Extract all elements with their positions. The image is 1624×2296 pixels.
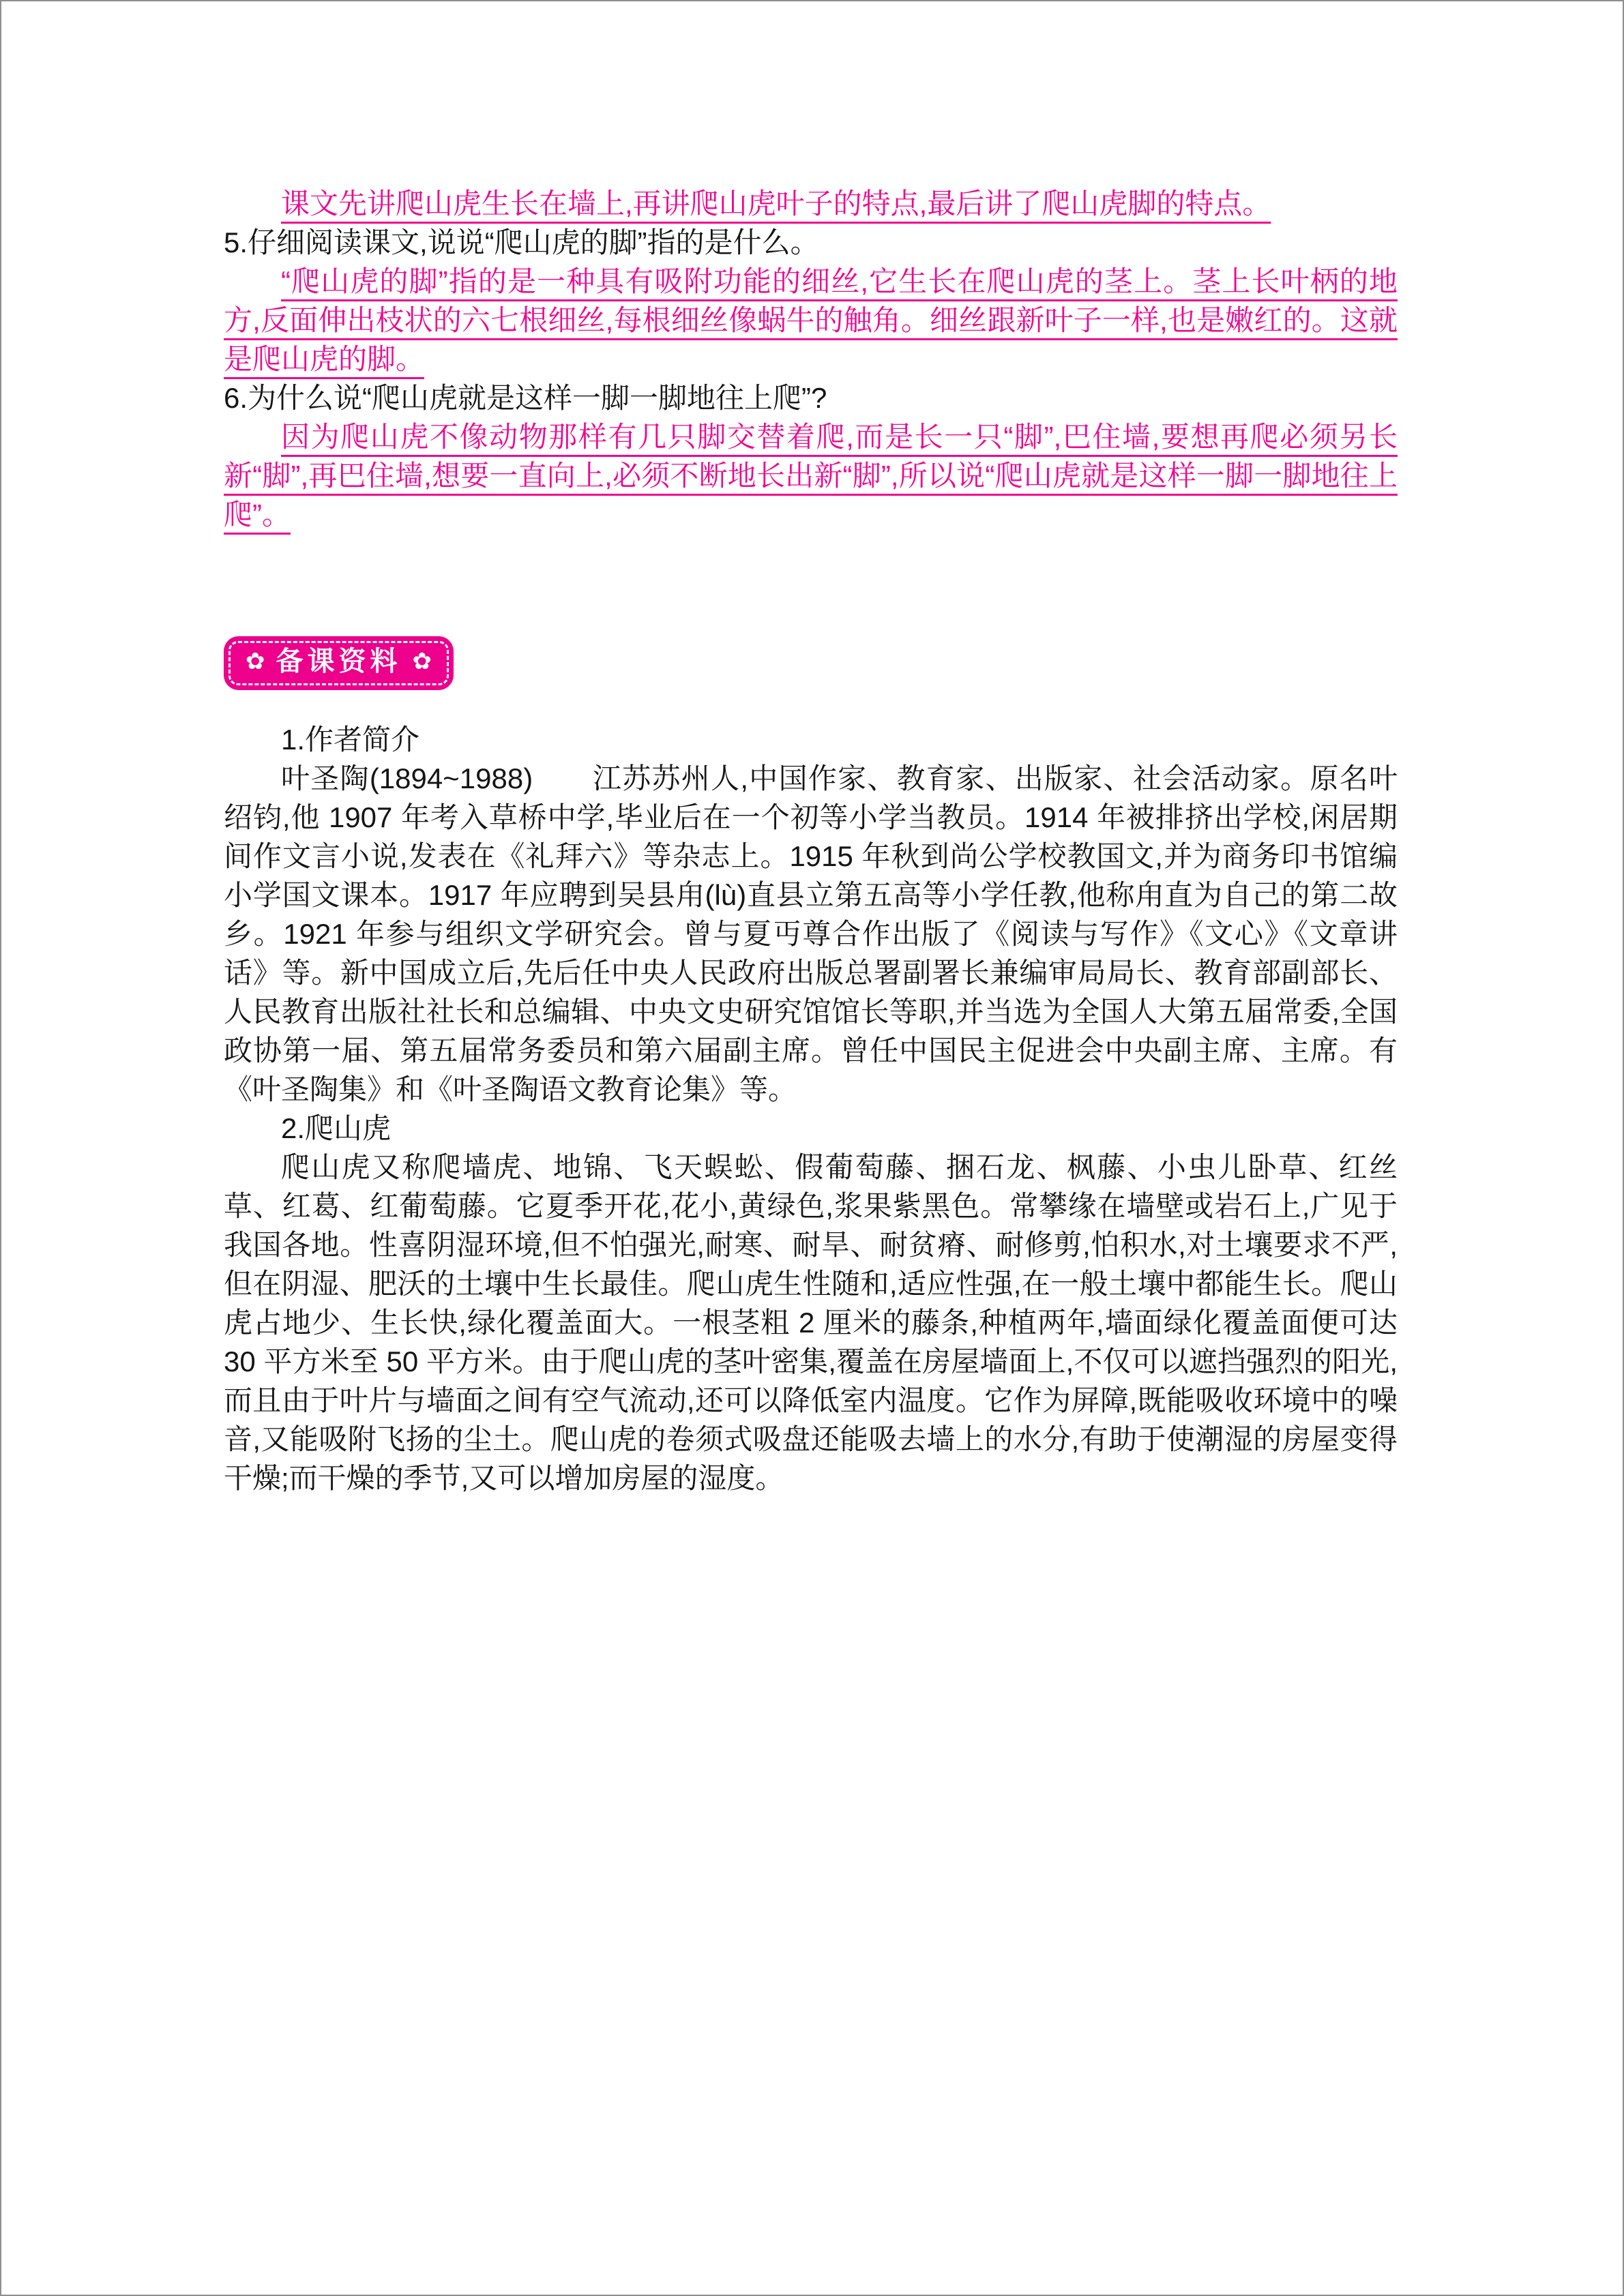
section-title-author-intro: 1.作者简介 <box>281 724 420 756</box>
answer-text-4: 课文先讲爬山虎生长在墙上,再讲爬山虎叶子的特点,最后讲了爬山虎脚的特点。 <box>281 188 1271 220</box>
badge-row <box>224 636 1398 690</box>
question-6: 6.为什么说“爬山虎就是这样一脚一脚地往上爬”? <box>224 382 827 414</box>
prep-materials-badge-inner <box>228 641 449 685</box>
section-body-author-intro: 叶圣陶(1894~1988) 江苏苏州人,中国作家、教育家、出版家、社会活动家。原名叶绍钧,他 1907 年考入草桥中学,毕业后在一个初等小学当教员。1914 年被排挤出学校,闲居期间作文言小说,发表在《礼拜六》等杂志上。1915 年秋到尚公学校教国文,并为商务印书馆编小学国文课本。1917 年应聘到吴县甪(lù)直县立第五高等小学任教,他称甪直为自己的第二故乡。1921 年参与组织文学研究会。曾与夏丏尊合作出版了《阅读与写作》《文心》《文章讲话》等。新中国成立后,先后任中央人民政府出版总署副署长兼编审局局长、教育部副部长、人民教育出版社社长和总编辑、中央文史研究馆馆长等职,并当选为全国人大第五届常委,全国政协第一届、第五届常务委员和第六届副主席。曾任中国民主促进会中央副主席、主席。有《叶圣陶集》和《叶圣陶语文教育论集》等。 <box>224 762 1398 1105</box>
document-content <box>224 184 1398 1497</box>
question-5: 5.仔细阅读课文,说说“爬山虎的脚”指的是什么。 <box>224 226 819 258</box>
flower-star-icon: ✿ <box>246 648 265 674</box>
flower-star-icon: ✿ <box>412 648 432 674</box>
answer-text-5: “爬山虎的脚”指的是一种具有吸附功能的细丝,它生长在爬山虎的茎上。茎上长叶柄的地方,反面伸出枝状的六七根细丝,每根细丝像蜗牛的触角。细丝跟新叶子一样,也是嫩红的。这就是爬山虎的脚。 <box>224 265 1398 375</box>
badge-label: 备课资料 <box>276 646 402 676</box>
section-title-plant-info: 2.爬山虎 <box>281 1112 392 1144</box>
answer-text-6: 因为爬山虎不像动物那样有几只脚交替着爬,而是长一只“脚”,巴住墙,要想再爬必须另长新“脚”,再巴住墙,想要一直向上,必须不断地长出新“脚”,所以说“爬山虎就是这样一脚一脚地往上爬”。 <box>224 421 1398 531</box>
section-body-plant-info: 爬山虎又称爬墙虎、地锦、飞天蜈蚣、假葡萄藤、捆石龙、枫藤、小虫儿卧草、红丝草、红葛、红葡萄藤。它夏季开花,花小,黄绿色,浆果紫黑色。常攀缘在墙壁或岩石上,广见于我国各地。性喜阴湿环境,但不怕强光,耐寒、耐旱、耐贫瘠、耐修剪,怕积水,对土壤要求不严,但在阴湿、肥沃的土壤中生长最佳。爬山虎生性随和,适应性强,在一般土壤中都能生长。爬山虎占地少、生长快,绿化覆盖面大。一根茎粗 2 厘米的藤条,种植两年,墙面绿化覆盖面便可达 30 平方米至 50 平方米。由于爬山虎的茎叶密集,覆盖在房屋墙面上,不仅可以遮挡强烈的阳光,而且由于叶片与墙面之间有空气流动,还可以降低室内温度。它作为屏障,既能吸收环境中的噪音,又能吸附飞扬的尘土。爬山虎的卷须式吸盘还能吸去墙上的水分,有助于使潮湿的房屋变得干燥;而干燥的季节,又可以增加房屋的湿度。 <box>224 1151 1398 1494</box>
prep-materials-badge <box>224 636 454 690</box>
